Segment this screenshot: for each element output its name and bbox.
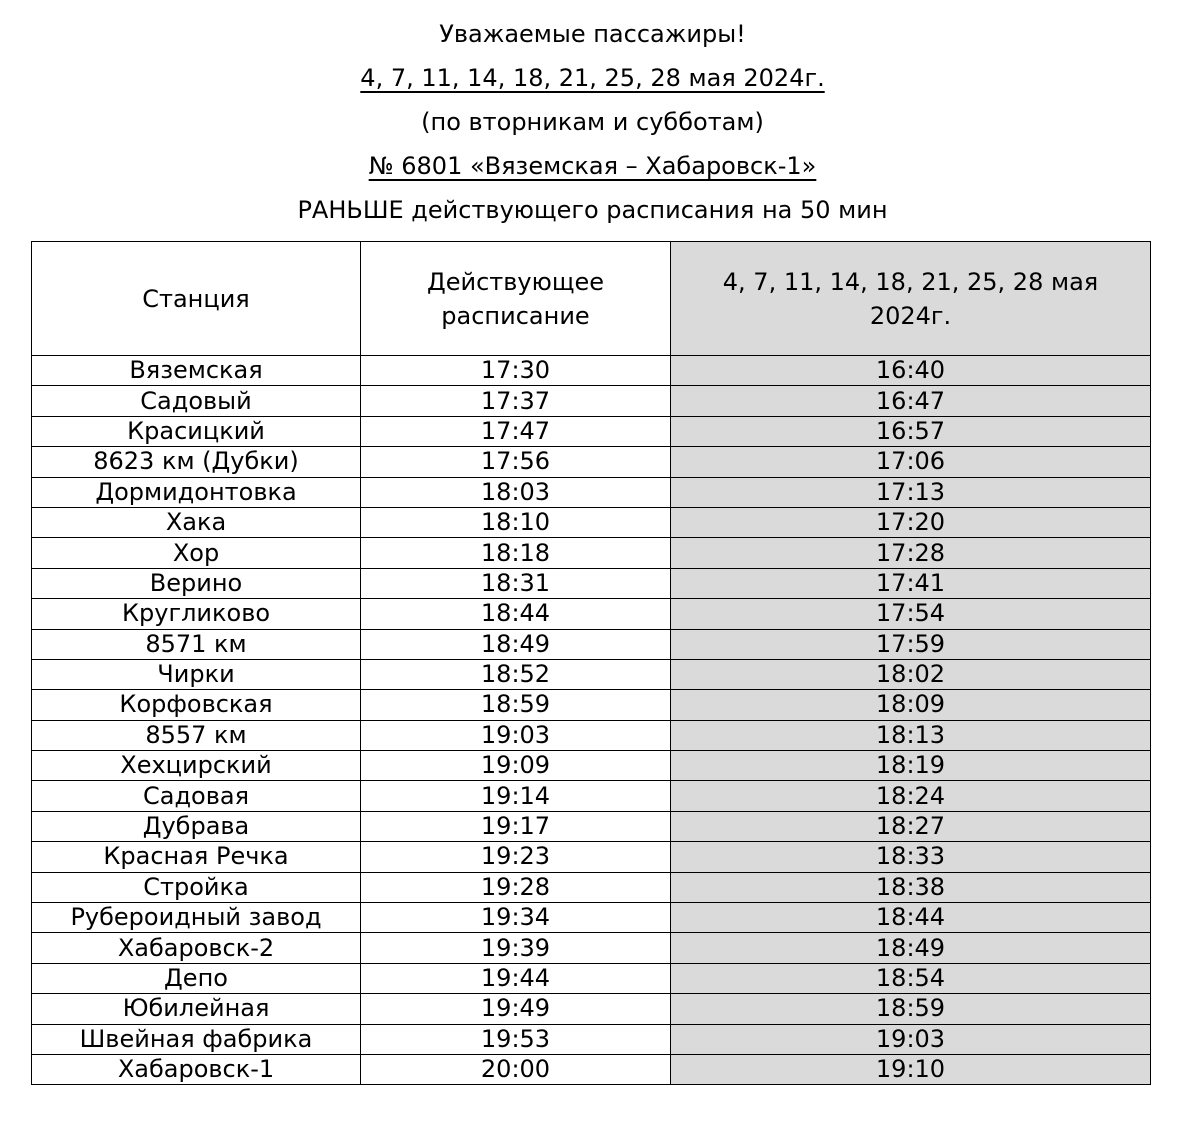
station-cell: Стройка (32, 872, 361, 902)
current-time-cell: 19:53 (361, 1024, 671, 1054)
station-cell: Хехцирский (32, 751, 361, 781)
table-row (32, 751, 1151, 781)
current-time-cell: 18:52 (361, 659, 671, 689)
new-time-cell: 19:03 (671, 1024, 1151, 1054)
station-cell: 8571 км (32, 629, 361, 659)
current-time-cell: 19:03 (361, 720, 671, 750)
new-time-cell: 17:54 (671, 599, 1151, 629)
new-time-cell: 18:54 (671, 963, 1151, 993)
station-cell: Чирки (32, 659, 361, 689)
new-time-cell: 17:59 (671, 629, 1151, 659)
current-time-cell: 18:10 (361, 507, 671, 537)
table-row (32, 781, 1151, 811)
current-time-cell: 18:44 (361, 599, 671, 629)
new-time-cell: 18:09 (671, 690, 1151, 720)
new-time-cell: 18:49 (671, 933, 1151, 963)
current-time-cell: 19:39 (361, 933, 671, 963)
new-time-cell: 17:41 (671, 568, 1151, 598)
station-cell: Корфовская (32, 690, 361, 720)
current-time-cell: 19:17 (361, 811, 671, 841)
current-time-cell: 18:59 (361, 690, 671, 720)
table-row (32, 842, 1151, 872)
dates-line: 4, 7, 11, 14, 18, 21, 25, 28 мая 2024г. (360, 64, 825, 92)
current-time-cell: 17:30 (361, 356, 671, 386)
new-time-cell: 18:38 (671, 872, 1151, 902)
current-time-cell: 17:37 (361, 386, 671, 416)
station-cell: Садовая (32, 781, 361, 811)
table-row (32, 538, 1151, 568)
station-cell: Хака (32, 507, 361, 537)
current-time-cell: 18:18 (361, 538, 671, 568)
station-cell: Депо (32, 963, 361, 993)
station-cell: 8557 км (32, 720, 361, 750)
new-time-cell: 17:13 (671, 477, 1151, 507)
station-cell: Рубероидный завод (32, 903, 361, 933)
new-time-cell: 16:47 (671, 386, 1151, 416)
greeting: Уважаемые пассажиры! (439, 20, 746, 48)
current-time-cell: 18:03 (361, 477, 671, 507)
station-cell: Верино (32, 568, 361, 598)
column-header-current: Действующее расписание (361, 242, 671, 356)
table-row (32, 903, 1151, 933)
new-time-cell: 17:28 (671, 538, 1151, 568)
table-row (32, 690, 1151, 720)
days-note: (по вторникам и субботам) (421, 108, 764, 136)
new-time-cell: 18:27 (671, 811, 1151, 841)
table-row (32, 599, 1151, 629)
new-time-cell: 18:19 (671, 751, 1151, 781)
new-time-cell: 16:40 (671, 356, 1151, 386)
new-time-cell: 18:13 (671, 720, 1151, 750)
new-time-cell: 19:10 (671, 1054, 1151, 1084)
current-time-cell: 19:49 (361, 994, 671, 1024)
train-title: № 6801 «Вяземская – Хабаровск-1» (368, 152, 817, 180)
station-cell: Вяземская (32, 356, 361, 386)
column-header-new: 4, 7, 11, 14, 18, 21, 25, 28 мая 2024г. (671, 242, 1151, 356)
table-row (32, 933, 1151, 963)
table-row (32, 477, 1151, 507)
table-row (32, 356, 1151, 386)
table-row (32, 994, 1151, 1024)
table-row (32, 811, 1151, 841)
table-row (32, 720, 1151, 750)
table-row (32, 507, 1151, 537)
station-cell: Садовый (32, 386, 361, 416)
current-time-cell: 18:49 (361, 629, 671, 659)
current-time-cell: 19:09 (361, 751, 671, 781)
current-time-cell: 19:44 (361, 963, 671, 993)
station-cell: Хор (32, 538, 361, 568)
station-cell: Красная Речка (32, 842, 361, 872)
table-row (32, 386, 1151, 416)
table-row (32, 447, 1151, 477)
current-time-cell: 19:23 (361, 842, 671, 872)
new-time-cell: 18:44 (671, 903, 1151, 933)
table-row (32, 963, 1151, 993)
station-cell: Кругликово (32, 599, 361, 629)
table-row (32, 629, 1151, 659)
station-cell: Дубрава (32, 811, 361, 841)
new-time-cell: 17:06 (671, 447, 1151, 477)
table-row (32, 659, 1151, 689)
current-time-cell: 19:34 (361, 903, 671, 933)
station-cell: Швейная фабрика (32, 1024, 361, 1054)
station-cell: Красицкий (32, 416, 361, 446)
station-cell: Дормидонтовка (32, 477, 361, 507)
column-header-station: Станция (32, 242, 361, 356)
table-row (32, 416, 1151, 446)
table-row (32, 872, 1151, 902)
station-cell: Хабаровск-1 (32, 1054, 361, 1084)
new-time-cell: 18:24 (671, 781, 1151, 811)
new-time-cell: 17:20 (671, 507, 1151, 537)
schedule-table (31, 241, 1151, 1085)
schedule-change-notice: РАНЬШЕ действующего расписания на 50 мин (297, 196, 888, 224)
table-row (32, 1024, 1151, 1054)
current-time-cell: 18:31 (361, 568, 671, 598)
station-cell: 8623 км (Дубки) (32, 447, 361, 477)
current-time-cell: 20:00 (361, 1054, 671, 1084)
current-time-cell: 17:56 (361, 447, 671, 477)
current-time-cell: 17:47 (361, 416, 671, 446)
station-cell: Хабаровск-2 (32, 933, 361, 963)
schedule-body (32, 356, 1151, 1085)
station-cell: Юбилейная (32, 994, 361, 1024)
new-time-cell: 18:02 (671, 659, 1151, 689)
table-row (32, 1054, 1151, 1084)
current-time-cell: 19:14 (361, 781, 671, 811)
current-time-cell: 19:28 (361, 872, 671, 902)
new-time-cell: 18:59 (671, 994, 1151, 1024)
new-time-cell: 16:57 (671, 416, 1151, 446)
new-time-cell: 18:33 (671, 842, 1151, 872)
table-row (32, 568, 1151, 598)
notice-header (0, 12, 1185, 232)
table-header-row (32, 242, 1151, 356)
